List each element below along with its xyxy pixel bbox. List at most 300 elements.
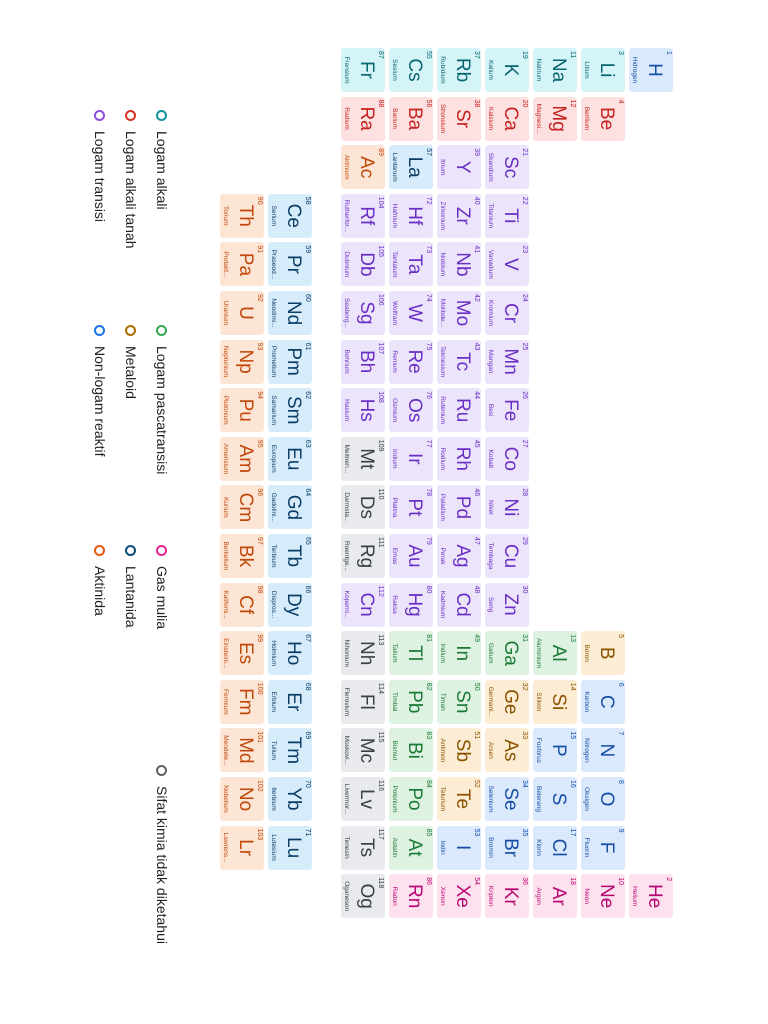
atomic-number: 110 <box>377 488 384 500</box>
atomic-number: 11 <box>569 51 576 59</box>
element-cell-cr[interactable] <box>485 291 529 335</box>
element-cell-tb[interactable] <box>268 534 312 578</box>
element-cell-np[interactable] <box>220 340 264 384</box>
legend-item-post[interactable] <box>152 325 172 474</box>
element-cell-cl[interactable] <box>533 826 577 870</box>
element-symbol: Pd <box>452 495 473 520</box>
element-cell-am[interactable] <box>220 437 264 481</box>
element-cell-hs[interactable] <box>341 388 385 432</box>
atomic-number: 108 <box>377 391 384 403</box>
element-name: Magnesi... <box>535 103 542 134</box>
element-name: Barium <box>391 108 398 129</box>
atomic-number: 116 <box>377 780 384 792</box>
atomic-number: 102 <box>256 780 263 792</box>
element-cell-hf[interactable] <box>389 194 433 238</box>
element-cell-db[interactable] <box>341 242 385 286</box>
element-cell-nd[interactable] <box>268 291 312 335</box>
element-cell-cs[interactable] <box>389 48 433 92</box>
element-cell-ho[interactable] <box>268 631 312 675</box>
element-cell-sr[interactable] <box>437 97 481 141</box>
atomic-number: 48 <box>473 585 480 594</box>
element-symbol: Rf <box>356 206 377 226</box>
element-cell-n[interactable] <box>581 728 625 772</box>
element-symbol: Es <box>235 642 256 665</box>
legend-item-metalloid[interactable] <box>121 325 141 399</box>
element-cell-v[interactable] <box>485 242 529 286</box>
atomic-number: 4 <box>617 99 624 104</box>
element-cell-p[interactable] <box>533 728 577 772</box>
atomic-number: 42 <box>473 294 480 302</box>
element-name: Wolfram <box>391 300 398 326</box>
element-cell-ti[interactable] <box>485 194 529 238</box>
element-cell-te[interactable] <box>437 777 481 821</box>
atomic-number: 96 <box>256 488 263 497</box>
element-cell-ca[interactable] <box>485 97 529 141</box>
element-symbol: I <box>452 844 473 851</box>
element-cell-be[interactable] <box>581 97 625 141</box>
element-cell-ag[interactable] <box>437 534 481 578</box>
element-name: Lawrens... <box>222 832 229 863</box>
atomic-number: 41 <box>473 245 480 254</box>
element-cell-fe[interactable] <box>485 388 529 432</box>
atomic-number: 98 <box>256 585 263 594</box>
atomic-number: 5 <box>617 634 624 639</box>
atomic-number: 52 <box>473 780 480 788</box>
element-cell-ar[interactable] <box>533 874 577 918</box>
element-cell-se[interactable] <box>485 777 529 821</box>
element-symbol: Ca <box>500 106 521 131</box>
atomic-number: 51 <box>473 731 480 740</box>
atomic-number: 34 <box>521 780 528 788</box>
element-cell-re[interactable] <box>389 340 433 384</box>
atomic-number: 94 <box>256 391 263 399</box>
element-symbol: Gd <box>283 494 304 521</box>
element-cell-pb[interactable] <box>389 680 433 724</box>
element-cell-yb[interactable] <box>268 777 312 821</box>
atomic-number: 70 <box>304 780 311 788</box>
atomic-number: 6 <box>617 682 624 687</box>
element-cell-c[interactable] <box>581 680 625 724</box>
element-cell-mo[interactable] <box>437 291 481 335</box>
element-symbol: Np <box>235 349 256 374</box>
element-cell-f[interactable] <box>581 826 625 870</box>
element-name: Samarium <box>270 395 277 425</box>
element-name: Raksa <box>391 595 398 614</box>
element-symbol: Cl <box>548 838 569 857</box>
circle-icon <box>94 110 105 121</box>
atomic-number: 56 <box>425 99 432 108</box>
atomic-number: 113 <box>377 634 384 646</box>
element-cell-kr[interactable] <box>485 874 529 918</box>
element-symbol: Hf <box>404 206 425 226</box>
atomic-number: 77 <box>425 439 432 448</box>
element-cell-li[interactable] <box>581 48 625 92</box>
atomic-number: 2 <box>665 877 672 882</box>
element-symbol: Br <box>500 838 521 858</box>
element-cell-gd[interactable] <box>268 485 312 529</box>
element-name: Karbon <box>583 691 590 713</box>
element-cell-pr[interactable] <box>268 242 312 286</box>
element-name: Besi <box>487 403 494 417</box>
element-name: Vanadium <box>487 249 494 279</box>
element-cell-br[interactable] <box>485 826 529 870</box>
element-name: Skandium <box>487 152 494 182</box>
atomic-number: 71 <box>304 828 311 837</box>
element-symbol: Y <box>452 160 473 174</box>
element-cell-si[interactable] <box>533 680 577 724</box>
element-cell-sb[interactable] <box>437 728 481 772</box>
element-symbol: Ce <box>283 203 304 228</box>
element-name: Kalsium <box>487 107 494 131</box>
legend-label: Logam transisi <box>92 131 108 223</box>
element-symbol: Ar <box>548 886 569 906</box>
element-cell-mt[interactable] <box>341 437 385 481</box>
legend-item-unknown[interactable] <box>152 765 172 944</box>
atomic-number: 9 <box>617 828 624 833</box>
element-cell-rg[interactable] <box>341 534 385 578</box>
element-symbol: H <box>644 63 665 77</box>
element-cell-s[interactable] <box>533 777 577 821</box>
element-symbol: Pr <box>283 254 304 274</box>
element-name: Timah <box>439 692 446 711</box>
element-name: Flerovium <box>343 687 350 717</box>
element-cell-na[interactable] <box>533 48 577 92</box>
element-name: Torium <box>222 206 229 226</box>
element-cell-k[interactable] <box>485 48 529 92</box>
element-cell-o[interactable] <box>581 777 625 821</box>
element-name: Emas <box>391 547 398 565</box>
atomic-number: 12 <box>569 99 576 108</box>
element-cell-mn[interactable] <box>485 340 529 384</box>
element-cell-in[interactable] <box>437 631 481 675</box>
atomic-number: 85 <box>425 828 432 837</box>
element-cell-sm[interactable] <box>268 388 312 432</box>
element-name: Kalium <box>487 60 494 80</box>
element-cell-md[interactable] <box>220 728 264 772</box>
element-name: Serium <box>270 205 277 227</box>
element-cell-au[interactable] <box>389 534 433 578</box>
element-symbol: N <box>596 743 617 758</box>
atomic-number: 97 <box>256 537 263 545</box>
element-symbol: Al <box>548 644 569 662</box>
element-symbol: At <box>404 838 425 857</box>
element-name: Osmium <box>391 398 398 423</box>
element-cell-mg[interactable] <box>533 97 577 141</box>
element-cell-sn[interactable] <box>437 680 481 724</box>
element-symbol: Hs <box>356 398 377 422</box>
element-cell-nb[interactable] <box>437 242 481 286</box>
element-cell-h[interactable] <box>629 48 673 92</box>
element-name: Gadolini... <box>270 492 277 523</box>
atomic-number: 44 <box>473 391 480 399</box>
element-name: Amerisium <box>222 443 229 475</box>
element-cell-bi[interactable] <box>389 728 433 772</box>
element-cell-es[interactable] <box>220 631 264 675</box>
element-cell-sc[interactable] <box>485 145 529 189</box>
element-cell-y[interactable] <box>437 145 481 189</box>
element-symbol: Eu <box>283 447 304 471</box>
element-name: Silikon <box>535 692 542 712</box>
atomic-number: 43 <box>473 342 480 351</box>
element-symbol: Co <box>500 446 521 471</box>
element-name: Prometium <box>270 345 277 378</box>
element-symbol: Mc <box>356 737 377 764</box>
element-cell-cn[interactable] <box>341 583 385 627</box>
atomic-number: 58 <box>304 196 311 205</box>
element-cell-ts[interactable] <box>341 826 385 870</box>
atomic-number: 57 <box>425 148 432 156</box>
element-cell-lv[interactable] <box>341 777 385 821</box>
element-cell-cd[interactable] <box>437 583 481 627</box>
element-cell-os[interactable] <box>389 388 433 432</box>
element-name: Europium <box>270 444 277 473</box>
element-name: Fransium <box>343 56 350 84</box>
element-name: Protakt... <box>222 251 229 278</box>
element-name: Litium <box>583 61 590 79</box>
element-symbol: Rh <box>452 446 473 471</box>
element-name: Stronsium <box>439 103 446 134</box>
element-cell-ru[interactable] <box>437 388 481 432</box>
element-symbol: Po <box>404 787 425 811</box>
element-cell-no[interactable] <box>220 777 264 821</box>
element-cell-hg[interactable] <box>389 583 433 627</box>
atomic-number: 30 <box>521 585 528 594</box>
element-symbol: Yb <box>283 787 304 811</box>
atomic-number: 13 <box>569 634 576 642</box>
element-cell-b[interactable] <box>581 631 625 675</box>
legend-label: Logam alkali <box>154 131 170 210</box>
element-symbol: Fe <box>500 399 521 422</box>
element-cell-dy[interactable] <box>268 583 312 627</box>
element-symbol: Lu <box>283 837 304 859</box>
element-cell-ga[interactable] <box>485 631 529 675</box>
element-symbol: Cd <box>452 592 473 617</box>
legend-item-actinide[interactable] <box>90 545 110 616</box>
element-name: Einsteini... <box>222 638 229 669</box>
element-name: Renium <box>391 350 398 373</box>
element-name: Natrium <box>535 58 542 82</box>
element-cell-lu[interactable] <box>268 826 312 870</box>
element-cell-rh[interactable] <box>437 437 481 481</box>
element-cell-at[interactable] <box>389 826 433 870</box>
element-symbol: Ga <box>500 640 521 666</box>
atomic-number: 65 <box>304 537 311 545</box>
atomic-number: 67 <box>304 634 311 642</box>
element-name: Iridium <box>391 449 398 469</box>
element-name: Meitneri... <box>343 444 350 474</box>
element-name: Hasium <box>343 399 350 422</box>
atomic-number: 17 <box>569 828 576 837</box>
element-symbol: Er <box>283 692 304 712</box>
atomic-number: 75 <box>425 342 432 351</box>
element-symbol: Zr <box>452 206 473 225</box>
atomic-number: 88 <box>377 99 384 108</box>
atomic-number: 35 <box>521 828 528 837</box>
atomic-number: 76 <box>425 391 432 399</box>
element-cell-nh[interactable] <box>341 631 385 675</box>
element-cell-cm[interactable] <box>220 485 264 529</box>
element-cell-eu[interactable] <box>268 437 312 481</box>
element-cell-pm[interactable] <box>268 340 312 384</box>
element-symbol: As <box>500 739 521 762</box>
element-name: Sesium <box>391 59 398 81</box>
element-name: Dubnium <box>343 251 350 278</box>
element-cell-ge[interactable] <box>485 680 529 724</box>
element-symbol: Cm <box>235 492 256 523</box>
element-cell-mc[interactable] <box>341 728 385 772</box>
legend-item-lanthanide[interactable] <box>121 545 141 628</box>
element-symbol: Na <box>548 57 569 83</box>
element-cell-pu[interactable] <box>220 388 264 432</box>
atomic-number: 103 <box>256 828 263 841</box>
atomic-number: 118 <box>377 877 384 889</box>
element-cell-ac[interactable] <box>341 145 385 189</box>
element-cell-bh[interactable] <box>341 340 385 384</box>
element-symbol: Be <box>596 106 617 131</box>
atomic-number: 111 <box>377 537 384 548</box>
atomic-number: 100 <box>256 682 263 695</box>
atomic-number: 87 <box>377 51 384 59</box>
element-cell-tm[interactable] <box>268 728 312 772</box>
element-cell-th[interactable] <box>220 194 264 238</box>
element-name: Selenium <box>487 785 494 813</box>
element-cell-fl[interactable] <box>341 680 385 724</box>
element-cell-tc[interactable] <box>437 340 481 384</box>
element-cell-i[interactable] <box>437 826 481 870</box>
element-cell-co[interactable] <box>485 437 529 481</box>
element-cell-pd[interactable] <box>437 485 481 529</box>
element-cell-ce[interactable] <box>268 194 312 238</box>
atomic-number: 80 <box>425 585 432 594</box>
element-cell-er[interactable] <box>268 680 312 724</box>
element-cell-ta[interactable] <box>389 242 433 286</box>
element-name: Terbium <box>270 544 277 568</box>
element-symbol: O <box>596 791 617 807</box>
element-symbol: Ne <box>596 884 617 909</box>
element-cell-zr[interactable] <box>437 194 481 238</box>
element-name: Helium <box>631 886 638 907</box>
element-symbol: W <box>404 304 425 322</box>
element-cell-lr[interactable] <box>220 826 264 870</box>
element-name: Astatin <box>391 837 398 858</box>
element-cell-ba[interactable] <box>389 97 433 141</box>
element-cell-pa[interactable] <box>220 242 264 286</box>
element-symbol: Og <box>356 883 377 909</box>
element-symbol: Te <box>452 788 473 810</box>
element-symbol: V <box>500 258 521 271</box>
element-cell-rb[interactable] <box>437 48 481 92</box>
element-symbol: Rg <box>356 543 377 569</box>
element-symbol: Tm <box>283 736 304 765</box>
element-symbol: No <box>235 786 256 812</box>
atomic-number: 79 <box>425 537 432 545</box>
circle-icon <box>94 325 105 336</box>
element-name: Argon <box>535 887 542 905</box>
legend-item-nonmetal[interactable] <box>90 325 110 457</box>
element-cell-ni[interactable] <box>485 485 529 529</box>
element-cell-as[interactable] <box>485 728 529 772</box>
circle-icon <box>156 765 167 776</box>
element-symbol: F <box>596 841 617 854</box>
element-cell-cu[interactable] <box>485 534 529 578</box>
legend-item-transition[interactable] <box>90 110 110 222</box>
atomic-number: 62 <box>304 391 311 399</box>
element-cell-he[interactable] <box>629 874 673 918</box>
element-name: Radium <box>343 107 350 130</box>
element-name: Aluminium <box>535 638 542 669</box>
atomic-number: 74 <box>425 294 432 302</box>
element-symbol: Re <box>404 349 425 374</box>
element-name: Neptunium <box>222 345 229 378</box>
element-symbol: Hg <box>404 592 425 617</box>
atomic-number: 49 <box>473 634 480 642</box>
element-cell-w[interactable] <box>389 291 433 335</box>
legend-item-alkali[interactable] <box>152 110 172 210</box>
element-symbol: Ta <box>404 254 425 275</box>
atomic-number: 89 <box>377 148 384 156</box>
atomic-number: 47 <box>473 537 480 545</box>
atomic-number: 64 <box>304 488 311 497</box>
element-cell-ds[interactable] <box>341 485 385 529</box>
element-symbol: U <box>235 306 256 320</box>
element-name: Polonium <box>391 785 398 813</box>
element-cell-ir[interactable] <box>389 437 433 481</box>
element-cell-xe[interactable] <box>437 874 481 918</box>
element-symbol: Tc <box>452 352 473 372</box>
atomic-number: 101 <box>256 731 263 744</box>
element-cell-og[interactable] <box>341 874 385 918</box>
legend-item-alkaline[interactable] <box>121 110 141 249</box>
circle-icon <box>125 325 136 336</box>
element-symbol: In <box>452 645 473 662</box>
element-cell-zn[interactable] <box>485 583 529 627</box>
legend-item-noble[interactable] <box>152 545 172 629</box>
element-cell-al[interactable] <box>533 631 577 675</box>
element-name: Mangan <box>487 349 494 374</box>
element-name: Nikel <box>487 500 494 515</box>
element-name: Seng <box>487 597 494 613</box>
element-name: Berkelium <box>222 541 229 571</box>
element-symbol: Pt <box>404 498 425 517</box>
element-symbol: Tb <box>283 544 304 568</box>
element-cell-la[interactable] <box>389 145 433 189</box>
atomic-number: 95 <box>256 439 263 448</box>
element-name: Tembaga <box>487 542 494 570</box>
element-name: Nobelium <box>222 785 229 813</box>
atomic-number: 107 <box>377 342 384 355</box>
atomic-number: 73 <box>425 245 432 254</box>
element-symbol: Kr <box>500 886 521 906</box>
element-cell-tl[interactable] <box>389 631 433 675</box>
element-symbol: S <box>548 792 569 806</box>
element-cell-ne[interactable] <box>581 874 625 918</box>
element-cell-sg[interactable] <box>341 291 385 335</box>
element-cell-cf[interactable] <box>220 583 264 627</box>
atomic-number: 40 <box>473 196 480 205</box>
element-cell-pt[interactable] <box>389 485 433 529</box>
element-symbol: Rn <box>404 884 425 909</box>
element-cell-rn[interactable] <box>389 874 433 918</box>
element-cell-fm[interactable] <box>220 680 264 724</box>
element-cell-fr[interactable] <box>341 48 385 92</box>
element-name: Fermium <box>222 688 229 715</box>
element-cell-rf[interactable] <box>341 194 385 238</box>
element-cell-u[interactable] <box>220 291 264 335</box>
element-cell-po[interactable] <box>389 777 433 821</box>
element-cell-bk[interactable] <box>220 534 264 578</box>
element-cell-ra[interactable] <box>341 97 385 141</box>
element-name: Rutherfor... <box>343 199 350 232</box>
